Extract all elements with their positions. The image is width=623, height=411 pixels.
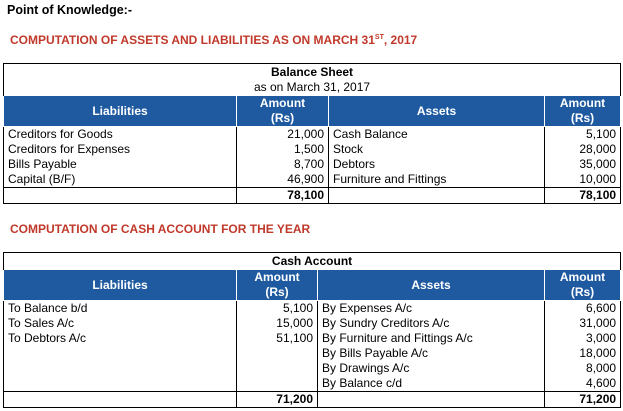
liability-cell: Capital (B/F) [4,172,237,188]
heading1-tail: , 2017 [383,33,418,47]
ca-amount-header-right-label: Amount [559,270,606,284]
balance-sheet-header-row [4,96,621,127]
liability-amount-cell: 8,700 [237,157,329,172]
heading1-text: COMPUTATION OF ASSETS AND LIABILITIES AS ON MARCH 31 [10,33,375,47]
asset-amount-cell: 10,000 [545,172,621,188]
table-row [4,301,621,317]
asset-cell: Stock [329,142,545,157]
ca-amount-header-left-unit: (Rs) [265,285,289,299]
liability-amount-cell: 46,900 [237,172,329,188]
liability-cell: To Debtors A/c [4,331,237,346]
amount-header-left-unit: (Rs) [270,111,295,125]
cash-account-heading: COMPUTATION OF CASH ACCOUNT FOR THE YEAR [10,222,311,236]
liability-amount-cell: 51,100 [237,331,318,346]
balance-sheet-subtitle: as on March 31, 2017 [4,80,621,96]
asset-cell: By Expenses A/c [318,301,545,317]
asset-amount-cell: 35,000 [545,157,621,172]
table-row [4,157,621,172]
total-left: 78,100 [237,188,329,204]
asset-amount-cell: 6,600 [545,301,621,317]
asset-amount-cell: 8,000 [545,361,621,376]
total-label-right [329,188,545,204]
table-row [4,361,621,376]
liability-cell [4,346,237,361]
asset-cell: By Sundry Creditors A/c [318,316,545,331]
liability-amount-cell [237,346,318,361]
ca-total-label-right [318,392,545,408]
cash-account-title: Cash Account [271,254,353,268]
liability-cell: To Balance b/d [4,301,237,317]
total-right: 78,100 [545,188,621,204]
assets-liabilities-heading [10,33,417,47]
balance-sheet-subtitle-row [4,80,621,96]
table-row [4,127,621,143]
asset-amount-cell: 3,000 [545,331,621,346]
balance-sheet-table [3,63,621,204]
heading1-sup: ST [374,34,384,41]
asset-amount-cell: 5,100 [545,127,621,143]
liability-cell: Creditors for Expenses [4,142,237,157]
asset-cell: By Drawings A/c [318,361,545,376]
total-label-left [4,188,237,204]
ca-assets-header: Assets [318,270,545,301]
amount-header-right [545,96,621,127]
liability-amount-cell: 15,000 [237,316,318,331]
asset-cell: By Bills Payable A/c [318,346,545,361]
liability-cell: Bills Payable [4,157,237,172]
cash-account-table [3,252,621,408]
asset-cell: By Furniture and Fittings A/c [318,331,545,346]
liability-cell: To Sales A/c [4,316,237,331]
ca-amount-header-left-label: Amount [254,270,300,284]
ca-liabilities-header: Liabilities [4,270,237,301]
amount-header-left-label: Amount [259,96,306,110]
asset-cell: Cash Balance [329,127,545,143]
liability-amount-cell [237,361,318,376]
liability-amount-cell: 5,100 [237,301,318,317]
liability-cell [4,376,237,391]
point-of-knowledge-heading: Point of Knowledge:- [7,3,132,17]
asset-amount-cell: 31,000 [545,316,621,331]
balance-sheet-total-row [4,188,621,204]
liability-cell: Creditors for Goods [4,127,237,143]
asset-amount-cell: 18,000 [545,346,621,361]
liabilities-header: Liabilities [4,96,237,127]
ca-total-right: 71,200 [545,392,621,408]
table-row [4,172,621,188]
cash-account-title-row [4,253,621,270]
assets-header: Assets [329,96,545,127]
asset-cell: Furniture and Fittings [329,172,545,188]
liability-amount-cell: 1,500 [237,142,329,157]
amount-header-right-unit: (Rs) [570,111,595,125]
cash-account-header-row [4,270,621,301]
asset-amount-cell: 28,000 [545,142,621,157]
ca-amount-header-right [545,270,621,301]
table-row [4,376,621,391]
balance-sheet-title: Balance Sheet [271,65,354,79]
asset-amount-cell: 4,600 [545,376,621,391]
ca-amount-header-right-unit: (Rs) [570,285,595,299]
liability-cell [4,361,237,376]
amount-header-left [237,96,329,127]
table-row [4,331,621,346]
amount-header-right-label: Amount [559,96,606,110]
ca-amount-header-left [237,270,318,301]
table-row [4,142,621,157]
table-row [4,346,621,361]
balance-sheet-title-row [4,64,621,81]
liability-amount-cell: 21,000 [237,127,329,143]
asset-cell: Debtors [329,157,545,172]
table-row [4,316,621,331]
ca-total-label-left [4,392,237,408]
ca-total-left: 71,200 [237,392,318,408]
cash-account-total-row [4,392,621,408]
asset-cell: By Balance c/d [318,376,545,391]
liability-amount-cell [237,376,318,391]
